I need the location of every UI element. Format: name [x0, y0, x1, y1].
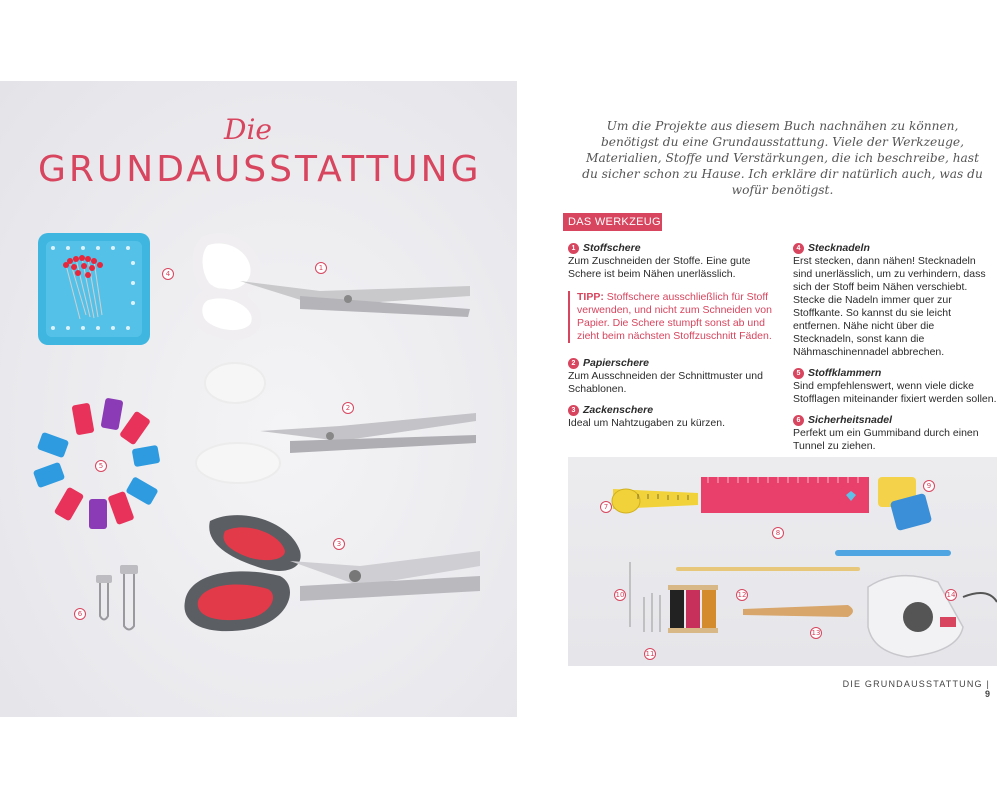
- marker-1: 1: [315, 262, 327, 274]
- intro-text: Um die Projekte aus diesem Buch nachnähen zu können, benötigst du eine Grundausstattung. Viele der Werkzeuge, Materialien, Stoffe und Verstärkungen, die ich beschreibe, hast du sicher schon zu Hause. Ich erkläre dir natürlich auch, was du wofür benötigst.: [582, 119, 983, 197]
- tools-column-left: [568, 242, 780, 438]
- tool-item-3: [568, 404, 780, 430]
- pinking-shears: [184, 515, 480, 631]
- tip-label: TIPP:: [577, 291, 604, 303]
- number-badge: 4: [793, 243, 804, 254]
- tool-description: Sind empfehlenswert, wenn viele dicke Stofflagen miteinander fixiert werden sollen.: [793, 380, 997, 405]
- marker-6: 6: [74, 608, 86, 620]
- tools-column-right: [793, 242, 997, 461]
- footer-separator: |: [986, 679, 990, 689]
- number-badge: 2: [568, 358, 579, 369]
- mini-iron: [868, 576, 997, 657]
- tool-description: Erst stecken, dann nähen! Stecknadeln sind unerlässlich, um zu verhindern, dass sich der Stoff beim Nähen verschiebt. Stecke die Nadeln immer quer zur Stoffkante. So kannst du sie leicht entfernen. Nähe nicht über die Stecknadeln, sonst kann die Nähmaschinennadel abbrechen.: [793, 255, 986, 358]
- marker-14: 14: [946, 591, 956, 599]
- tool-description: Zum Zuschneiden der Stoffe. Eine gute Schere ist beim Nähen unerlässlich.: [568, 255, 751, 280]
- marker-9: 9: [923, 480, 935, 492]
- paper-scissors: [196, 363, 476, 483]
- page-number: 9: [984, 689, 990, 699]
- marker-13: 13: [811, 629, 821, 637]
- pin-tray: [38, 233, 150, 345]
- tip-box: [568, 291, 780, 343]
- number-badge: 6: [793, 415, 804, 426]
- tool-description: Zum Ausschneiden der Schnittmuster und Schablonen.: [568, 370, 763, 395]
- tool-title: Stoffklammern: [808, 367, 882, 379]
- section-label: DAS WERKZEUG: [563, 213, 662, 231]
- tools-illustration: [0, 81, 517, 717]
- title-script: Die: [224, 113, 272, 146]
- wooden-point-turner: [743, 605, 853, 617]
- marker-5: 5: [95, 460, 107, 472]
- tool-title: Papierschere: [583, 357, 649, 369]
- tool-title: Stecknadeln: [808, 242, 870, 254]
- fabric-scissors: [197, 238, 470, 335]
- page-footer: [840, 679, 990, 699]
- safety-pins: [96, 565, 138, 630]
- number-badge: 1: [568, 243, 579, 254]
- page-title: GRUNDAUSSTATTUNG: [38, 149, 482, 190]
- pink-ruler: [701, 477, 869, 513]
- tool-item-4: [793, 242, 997, 359]
- tip-text: Stoffschere ausschließlich für Stoff verwenden, und nicht zum Schneiden von Papier. Die Schere stumpft sonst ab und zieht beim nächsten Stoffzuschnitt Fäden.: [577, 291, 772, 342]
- marker-11: 11: [645, 650, 655, 658]
- marker-10: 10: [615, 591, 625, 599]
- tool-item-6: [793, 414, 997, 453]
- tool-item-2: [568, 357, 780, 396]
- marker-12: 12: [737, 591, 747, 599]
- tool-item-1: [568, 242, 780, 281]
- running-title: DIE GRUNDAUSSTATTUNG: [842, 679, 983, 689]
- tool-description: Ideal um Nahtzugaben zu kürzen.: [568, 417, 726, 429]
- number-badge: 5: [793, 368, 804, 379]
- tool-description: Perfekt um ein Gummiband durch einen Tunnel zu ziehen.: [793, 427, 979, 452]
- marker-4: 4: [162, 268, 174, 280]
- tool-item-5: [793, 367, 997, 406]
- marker-2: 2: [342, 402, 354, 414]
- needles: [630, 562, 660, 632]
- tools-photo: [0, 81, 517, 717]
- marker-7: 7: [600, 501, 612, 513]
- marker-3: 3: [333, 538, 345, 550]
- tool-title: Zackenschere: [583, 404, 654, 416]
- thread-spools: [668, 585, 718, 633]
- tape-measure: [612, 489, 698, 513]
- marker-8: 8: [772, 527, 784, 539]
- accessories-photo: [568, 457, 997, 666]
- tool-title: Sicherheitsnadel: [808, 414, 893, 426]
- number-badge: 3: [568, 405, 579, 416]
- tool-title: Stoffschere: [583, 242, 641, 254]
